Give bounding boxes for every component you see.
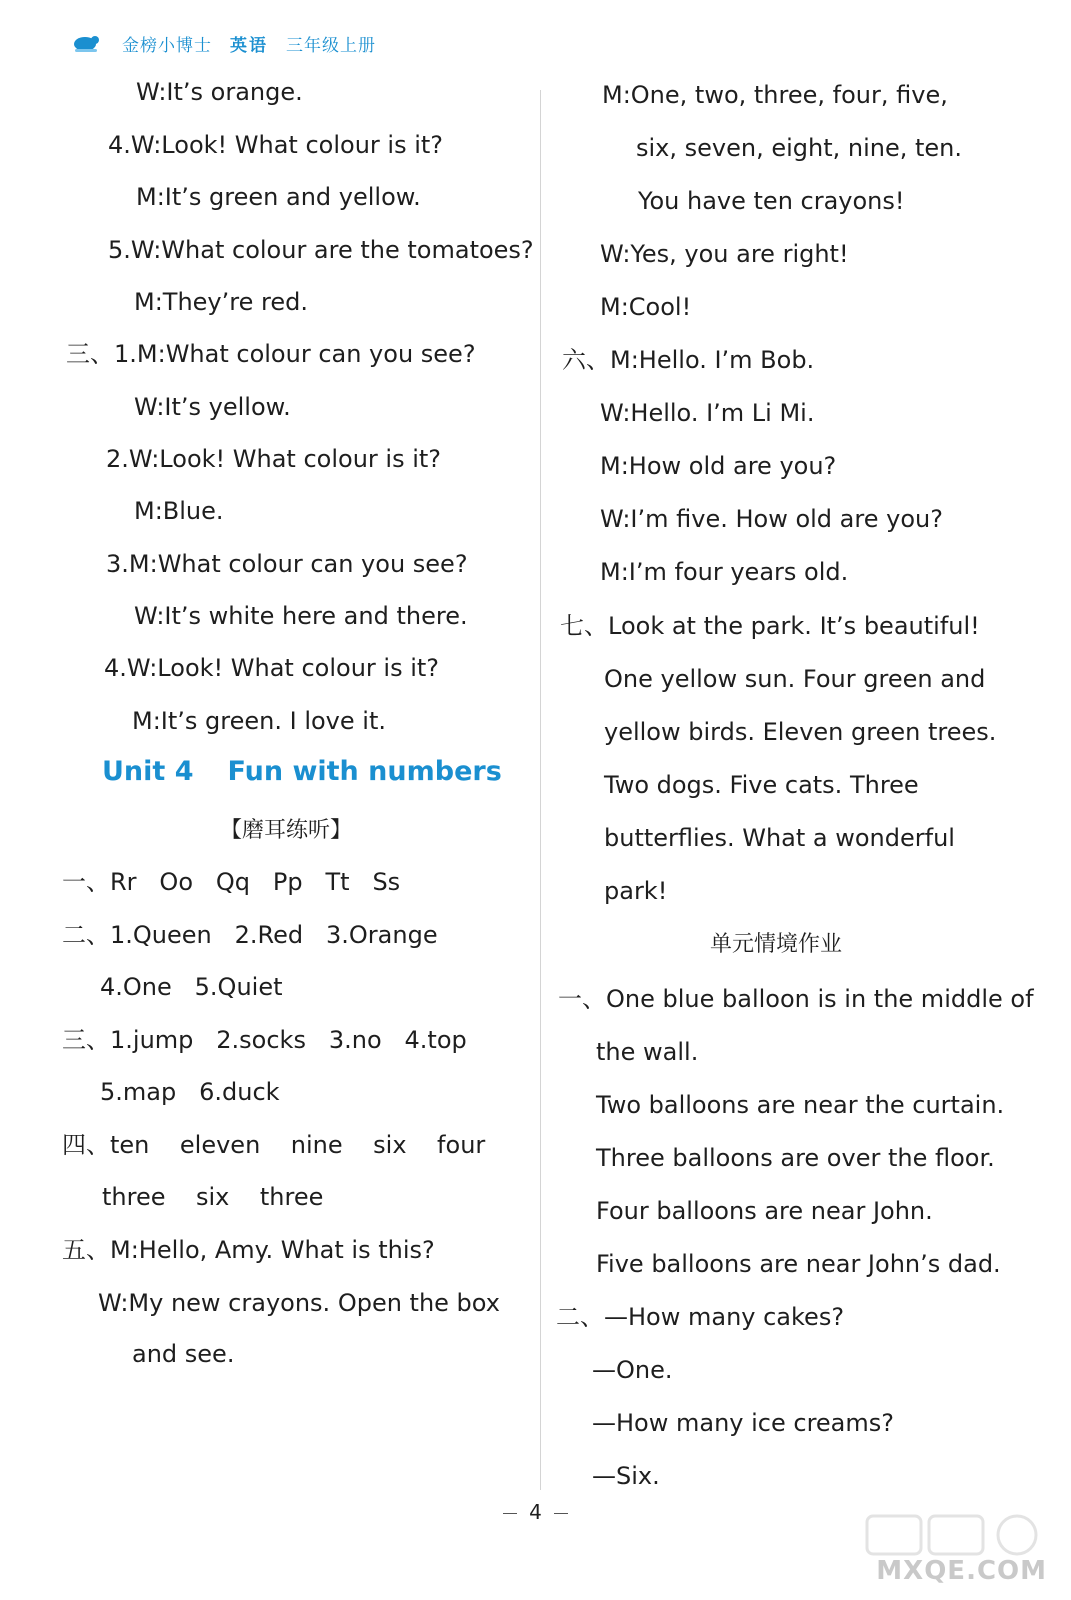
text-line: 4.W:Look! What colour is it? [108,131,444,159]
text-line: W:It’s white here and there. [134,602,468,630]
text-line: Two balloons are near the curtain. [596,1091,1005,1119]
text-line: 六、M:Hello. I’m Bob. [562,346,815,374]
text-line: Five balloons are near John’s dad. [596,1250,1001,1278]
section-heading-homework: 单元情境作业 [710,932,843,957]
text-line: —How many ice creams? [592,1409,895,1437]
text-line: W:It’s orange. [136,78,303,106]
text-line: butterflies. What a wonderful [604,824,955,852]
unit-title: Fun with numbers [227,756,502,787]
text-line: M:One, two, three, four, five, [602,81,948,109]
text-line: 2.W:Look! What colour is it? [106,445,442,473]
footer-dash [554,1513,568,1514]
text-line: W:Yes, you are right! [600,240,849,268]
unit-heading [102,756,502,787]
text-line: W:My new crayons. Open the box [98,1289,500,1317]
brand-name: 金榜小博士 [122,35,212,56]
text-line: M:It’s green. I love it. [132,707,386,735]
text-line: M:They’re red. [134,288,308,316]
section-heading-listening: 【磨耳练听】 [220,818,353,843]
text-line: Three balloons are over the floor. [596,1144,995,1172]
page-number: 4 [529,1500,542,1524]
footer-dash [503,1513,517,1514]
text-line: and see. [132,1340,235,1368]
text-line: 四、ten eleven nine six four [62,1131,486,1159]
text-line: M:Cool! [600,293,692,321]
book-logo-icon [70,32,104,54]
text-line: 三、1.M:What colour can you see? [66,340,476,368]
text-line: 五、M:Hello, Amy. What is this? [62,1236,435,1264]
text-line: 5.map 6.duck [100,1078,280,1106]
text-line: 一、One blue balloon is in the middle of [558,985,1034,1013]
text-line: 二、—How many cakes? [556,1303,845,1331]
text-line: three six three [102,1183,324,1211]
text-line: One yellow sun. Four green and [604,665,986,693]
text-line: W:It’s yellow. [134,393,291,421]
text-line: —One. [592,1356,673,1384]
unit-number: Unit 4 [102,756,194,787]
text-line: park! [604,877,668,905]
text-line: 三、1.jump 2.socks 3.no 4.top [62,1026,467,1054]
text-line: 3.M:What colour can you see? [106,550,468,578]
text-line: M:Blue. [134,497,224,525]
text-line: 4.One 5.Quiet [100,973,283,1001]
watermark-text: MXQE.COM [876,1556,1047,1586]
text-line: 一、Rr Oo Qq Pp Tt Ss [62,868,401,896]
text-line: 二、1.Queen 2.Red 3.Orange [62,921,438,949]
text-line: yellow birds. Eleven green trees. [604,718,997,746]
grade-label: 三年级上册 [286,35,376,56]
text-line: 4.W:Look! What colour is it? [104,654,440,682]
page-header [70,28,376,58]
text-line: the wall. [596,1038,699,1066]
text-line: W:I’m five. How old are you? [600,505,943,533]
text-line: 5.W:What colour are the tomatoes? [108,236,534,264]
text-line: Four balloons are near John. [596,1197,933,1225]
text-line: W:Hello. I’m Li Mi. [600,399,815,427]
text-line: Two dogs. Five cats. Three [604,771,919,799]
text-line: M:I’m four years old. [600,558,849,586]
text-line: M:How old are you? [600,452,837,480]
text-line: six, seven, eight, nine, ten. [636,134,963,162]
subject-label: 英语 [230,35,268,56]
text-line: You have ten crayons! [638,187,905,215]
column-divider [540,90,541,1490]
text-line: M:It’s green and yellow. [136,183,421,211]
text-line: 七、Look at the park. It’s beautiful! [560,612,980,640]
text-line: —Six. [592,1462,660,1490]
